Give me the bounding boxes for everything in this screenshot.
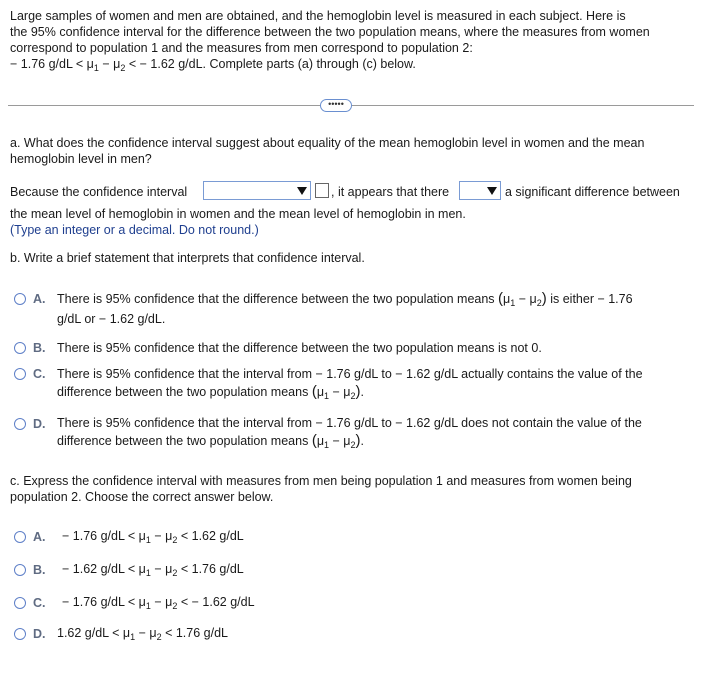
- radio-c-a[interactable]: [14, 531, 26, 543]
- part-c-question: c. Express the confidence interval with measures from men being population 1 and measures from women being population 2. Choose the correct answer below.: [10, 474, 632, 504]
- radio-c-b[interactable]: [14, 564, 26, 576]
- radio-c-c[interactable]: [14, 597, 26, 609]
- radio-b-c[interactable]: [14, 368, 26, 380]
- chevron-down-icon: [297, 187, 307, 195]
- interval-answer-input[interactable]: [315, 183, 329, 198]
- part-a-hint: (Type an integer or a decimal. Do not round.): [10, 223, 259, 237]
- problem-intro: [10, 8, 700, 76]
- chevron-down-icon: [487, 187, 497, 195]
- intro-line-2: the 95% confidence interval for the difference between the two population means, where the measures from women: [10, 25, 650, 39]
- radio-b-d[interactable]: [14, 418, 26, 430]
- radio-b-a[interactable]: [14, 293, 26, 305]
- part-a-mid-text: , it appears that there: [331, 185, 450, 199]
- part-b-question: b. Write a brief statement that interprets that confidence interval.: [10, 251, 365, 265]
- part-a-question: a. What does the confidence interval suggest about equality of the mean hemoglobin level in women and the mean hemoglobin level in men?: [10, 136, 645, 166]
- radio-c-d[interactable]: [14, 628, 26, 640]
- part-a-end-text: a significant difference between: [505, 185, 680, 199]
- part-a-because-label: Because the confidence interval: [10, 185, 188, 199]
- intro-line-4: − 1.76 $g/dL < \mu_1 - \mu_2$ < − 1.62 g/dL. Complete parts (a) through (c) below.: [10, 57, 416, 73]
- significance-dropdown[interactable]: [459, 181, 501, 200]
- expand-more-button[interactable]: •••••: [320, 99, 352, 112]
- intro-line-1: Large samples of women and men are obtained, and the hemoglobin level is measured in each subject. Here is: [10, 9, 626, 23]
- radio-b-b[interactable]: [14, 342, 26, 354]
- interval-dropdown[interactable]: [203, 181, 311, 200]
- part-a-line-2: the mean level of hemoglobin in women and the mean level of hemoglobin in men.: [10, 207, 466, 221]
- intro-line-3: correspond to population 1 and the measures from men correspond to population 2:: [10, 41, 473, 55]
